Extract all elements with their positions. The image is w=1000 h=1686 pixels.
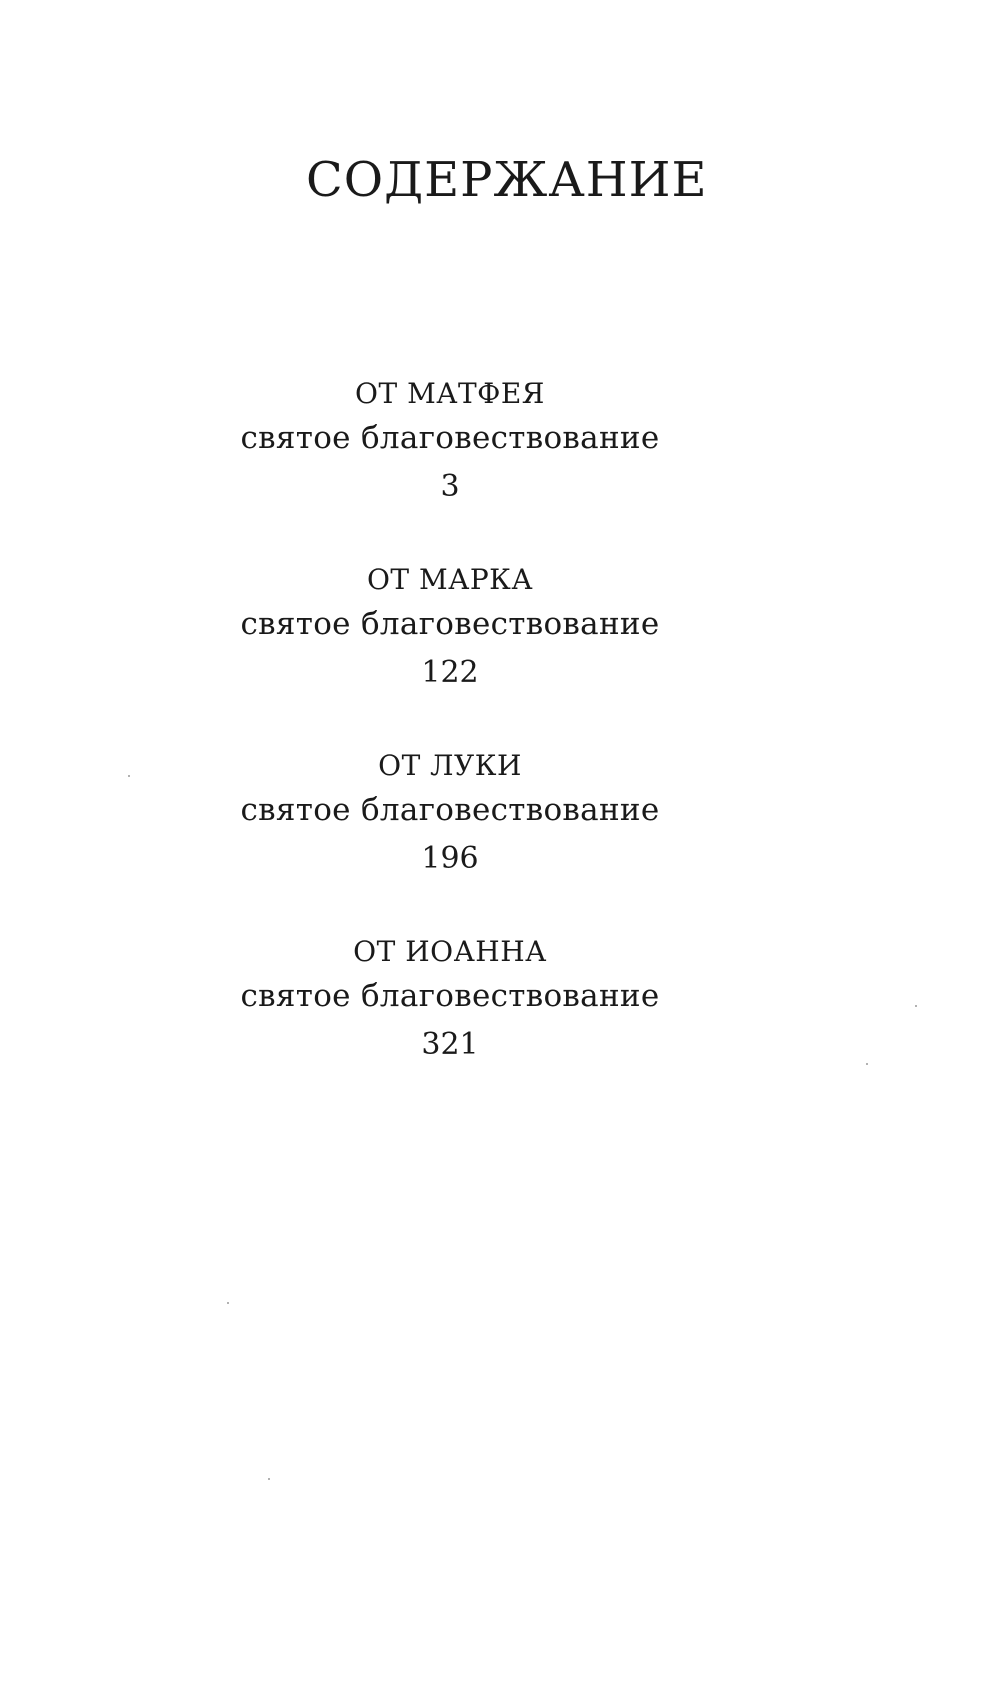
toc-entry-author: ОТ МАТФЕЯ xyxy=(355,377,545,410)
scan-speck xyxy=(268,1478,270,1480)
scan-speck xyxy=(866,1063,868,1065)
toc-entry-subtitle: святое благовествование xyxy=(240,978,660,1014)
toc-entry[interactable] xyxy=(200,932,700,1070)
toc-entry-subtitle: святое благовествование xyxy=(240,420,660,456)
toc-entry-page-number: 122 xyxy=(421,655,479,690)
scan-speck xyxy=(227,1302,229,1304)
toc-entry-page-number: 321 xyxy=(421,1027,479,1062)
toc-entry-page-number: 196 xyxy=(421,841,479,876)
toc-entry-author: ОТ МАРКА xyxy=(366,563,534,596)
scan-speck xyxy=(915,1005,917,1007)
toc-entry-subtitle: святое благовествование xyxy=(240,792,660,828)
toc-entry[interactable] xyxy=(200,560,700,698)
toc-entry-author: ОТ ЛУКИ xyxy=(378,749,522,782)
toc-entry-subtitle: святое благовествование xyxy=(240,606,660,642)
scan-speck xyxy=(128,775,130,777)
toc-entry-author: ОТ ИОАННА xyxy=(353,935,547,968)
page-title: СОДЕРЖАНИЕ xyxy=(306,152,708,209)
toc-entry-page-number: 3 xyxy=(440,469,460,504)
toc-entry[interactable] xyxy=(200,746,700,884)
toc-entry[interactable] xyxy=(200,374,700,512)
